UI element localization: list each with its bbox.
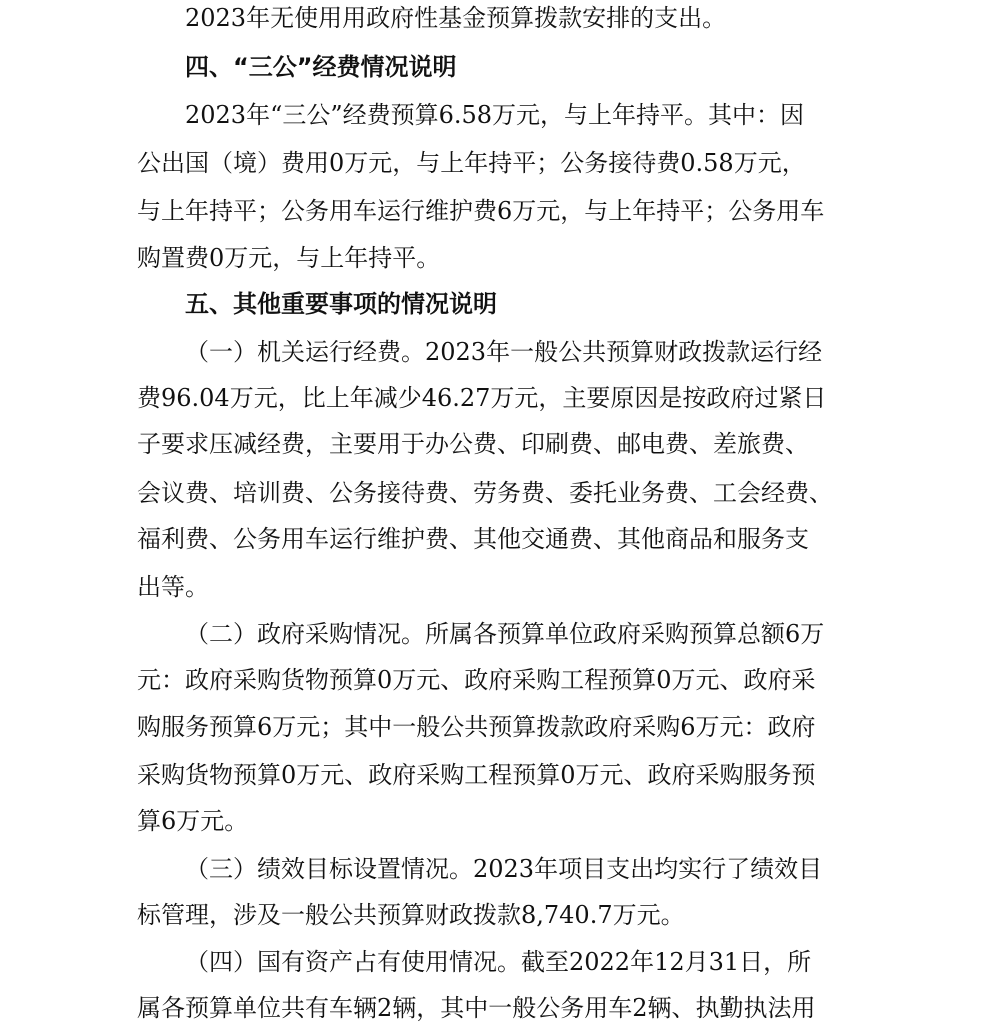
text-line: 元：政府采购货物预算0万元、政府采购工程预算0万元、政府采 [137, 666, 816, 694]
text-line: 算6万元。 [137, 807, 249, 835]
text-line: 与上年持平；公务用车运行维护费6万元，与上年持平；公务用车 [137, 197, 825, 225]
text-line: 费96.04万元，比上年减少46.27万元，主要原因是按政府过紧日 [137, 384, 827, 412]
section-heading: 四、“三公”经费情况说明 [185, 53, 457, 81]
text-line: 2023年无使用用政府性基金预算拨款安排的支出。 [185, 4, 727, 32]
text-line: （四）国有资产占有使用情况。截至2022年12月31日，所 [185, 948, 812, 976]
text-line: （二）政府采购情况。所属各预算单位政府采购预算总额6万 [185, 620, 825, 648]
text-line: 出等。 [137, 573, 209, 601]
text-line: 标管理，涉及一般公共预算财政拨款8,740.7万元。 [137, 901, 685, 929]
text-line: （三）绩效目标设置情况。2023年项目支出均实行了绩效目 [185, 855, 823, 883]
text-line: 属各预算单位共有车辆2辆，其中一般公务用车2辆、执勤执法用 [137, 994, 816, 1022]
text-line: 购置费0万元，与上年持平。 [137, 244, 441, 272]
section-heading: 五、其他重要事项的情况说明 [185, 290, 497, 318]
text-line: （一）机关运行经费。2023年一般公共预算财政拨款运行经 [185, 338, 823, 366]
text-line: 采购货物预算0万元、政府采购工程预算0万元、政府采购服务预 [137, 761, 816, 789]
text-line: 福利费、公务用车运行维护费、其他交通费、其他商品和服务支 [137, 525, 809, 553]
text-line: 子要求压减经费，主要用于办公费、印刷费、邮电费、差旅费、 [137, 430, 809, 458]
text-line: 会议费、培训费、公务接待费、劳务费、委托业务费、工会经费、 [137, 479, 833, 507]
text-line: 2023年“三公”经费预算6.58万元，与上年持平。其中：因 [185, 101, 805, 129]
text-line: 公出国（境）费用0万元，与上年持平；公务接待费0.58万元， [137, 149, 806, 177]
text-line: 购服务预算6万元；其中一般公共预算拨款政府采购6万元：政府 [137, 713, 816, 741]
